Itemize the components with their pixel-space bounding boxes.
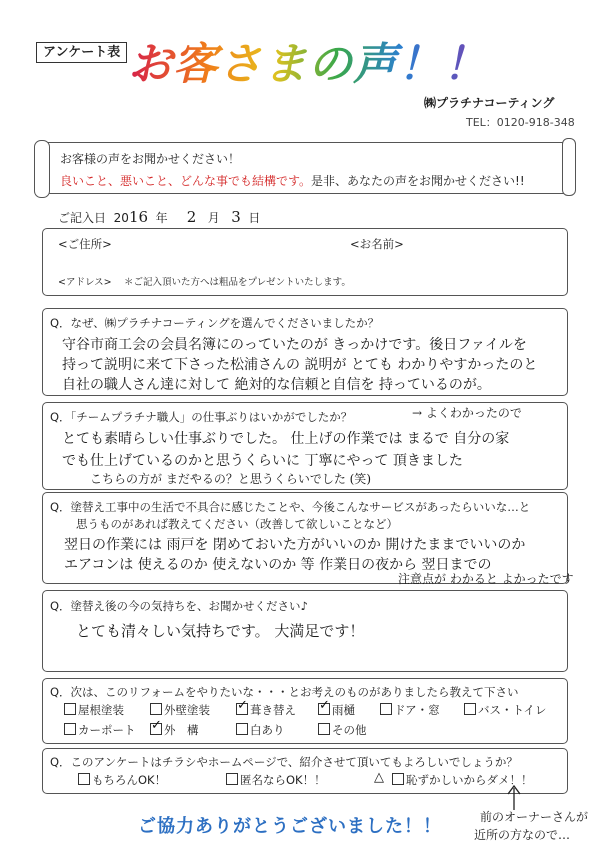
option-termite[interactable]: 白あり [236, 722, 285, 738]
q1-question: Q．なぜ、㈱プラチナコーティングを選んでくださいましたか？ [50, 316, 380, 330]
intro-rest-text: 是非、あなたの声をお聞かせください!! [311, 174, 525, 188]
page-title: お客さまの声！！ [128, 39, 488, 90]
checkbox-roof-paint[interactable] [64, 703, 76, 715]
month-label: 月 [207, 211, 220, 225]
option-carport[interactable]: カーポート [64, 722, 136, 738]
date-label: ご記入日 [58, 211, 107, 225]
q2-answer-line-3[interactable]: こちらの方が まだやるの？と思うくらいでした (笑) [90, 472, 371, 486]
q3-answer-line-3[interactable]: 注意点が わかると よかったです [398, 572, 574, 586]
checkbox-wall-paint[interactable] [150, 703, 162, 715]
name-label: <お名前> [350, 237, 404, 251]
day-label: 日 [248, 211, 261, 225]
scroll-curl-right [562, 138, 576, 196]
checkbox-exterior[interactable] [150, 723, 162, 735]
checkbox-bath-toilet[interactable] [464, 703, 476, 715]
q1-answer-line-1[interactable]: 守谷市商工会の会員名簿にのっていたのが きっかけです。後日ファイルを [62, 337, 527, 353]
option-bath-toilet[interactable]: バス・トイレ [464, 702, 546, 718]
option-wall-paint[interactable]: 外壁塗装 [150, 702, 210, 718]
q1-answer-line-2[interactable]: 持って説明に来て下さった松浦さんの 説明が とても わかりやすかったのと [62, 357, 538, 373]
q3-answer-line-2[interactable]: エアコンは 使えるのか 使えないのか 等 作業日の夜から 翌日までの [64, 557, 492, 573]
option-no[interactable]: 恥ずかしいからダメ！！ [392, 772, 533, 788]
checkbox-gutter[interactable] [318, 703, 330, 715]
q1-answer-line-3[interactable]: 自社の職人さん達に対して 絶対的な信頼と自信を 持っているのが。 [62, 377, 491, 393]
q3-answer-line-1[interactable]: 翌日の作業には 雨戸を 閉めておいた方がいいのか 開けたままでいいのか [64, 537, 526, 553]
triangle-mark: △ [374, 770, 384, 785]
month-value[interactable]: 2 [186, 208, 197, 226]
q5-question: Q．次は、このリフォームをやりたいな・・・とお考えのものがありましたら教えて下さい [50, 685, 519, 699]
scroll-curl-left [34, 140, 50, 198]
intro-line-2 [60, 172, 525, 189]
address-label: <ご住所> [58, 237, 112, 251]
q2-question: Q．「チームプラチナ職人」の仕事ぶりはいかがでしたか？ [50, 410, 353, 424]
q6-question: Q．このアンケートはチラシやホームページで、紹介させて頂いてもよろしいでしょうか？ [50, 755, 518, 769]
side-note-line-2[interactable]: 近所の方なので… [474, 828, 571, 842]
thanks-message: ご協力ありがとうございました！！ [138, 816, 442, 837]
company-name: ㈱プラチナコーティング [424, 96, 555, 110]
option-door-window[interactable]: ドア・窓 [380, 702, 440, 718]
checkbox-no[interactable] [392, 773, 404, 785]
option-exterior[interactable]: ✓ 外 構 [150, 722, 199, 738]
year-prefix: 20 [113, 211, 129, 225]
option-anonymous-ok[interactable]: 匿名ならOK！！ [226, 772, 326, 788]
checkbox-reroof[interactable] [236, 703, 248, 715]
checkbox-door-window[interactable] [380, 703, 392, 715]
intro-line-1: お客様の声をお聞かせください！ [60, 152, 241, 166]
q4-question: Q．塗替え後の今の気持ちを、お聞かせください♪ [50, 599, 308, 613]
q2-answer-line-1[interactable]: とても素晴らしい仕事ぶりでした。 仕上げの作業では まるで 自分の家 [62, 431, 510, 447]
checkbox-ok[interactable] [78, 773, 90, 785]
year-value[interactable]: 16 [128, 208, 149, 226]
option-gutter[interactable]: ✓ 雨樋 [318, 702, 355, 718]
q3-question-line-2: 思うものがあれば教えてください（改善して欲しいことなど） [76, 517, 398, 531]
survey-tag: アンケート表 [36, 42, 127, 63]
side-note-line-1[interactable]: 前のオーナーさんが [480, 810, 589, 824]
checkbox-anonymous-ok[interactable] [226, 773, 238, 785]
phone-number: TEL：0120-918-348 [466, 116, 575, 129]
year-label: 年 [155, 211, 168, 225]
date-row [58, 208, 260, 226]
option-roof-paint[interactable]: 屋根塗装 [64, 702, 124, 718]
checkbox-carport[interactable] [64, 723, 76, 735]
option-reroof[interactable]: ✓ 葺き替え [236, 702, 296, 718]
q4-answer[interactable]: とても清々しい気持ちです。 大満足です！ [76, 622, 365, 640]
checkbox-termite[interactable] [236, 723, 248, 735]
option-ok[interactable]: もちろんOK！ [78, 772, 166, 788]
address-kana-label: <アドレス> [58, 277, 112, 288]
intro-red-text: 良いこと、悪いこと、どんな事でも結構です。 [60, 174, 312, 188]
q2-note[interactable]: → よくわかったので [412, 406, 522, 420]
checkbox-other[interactable] [318, 723, 330, 735]
q3-question-line-1: Q．塗替え工事中の生活で不具合に感じたことや、今後こんなサービスがあったらいいな…と [50, 500, 531, 514]
q2-answer-line-2[interactable]: でも仕上げているのかと思うくらいに 丁寧にやって 頂きました [62, 453, 463, 469]
gift-note: ＊ご記入頂いた方へは粗品をプレゼントいたします。 [124, 277, 351, 288]
option-other[interactable]: その他 [318, 722, 367, 738]
day-value[interactable]: 3 [231, 208, 241, 226]
